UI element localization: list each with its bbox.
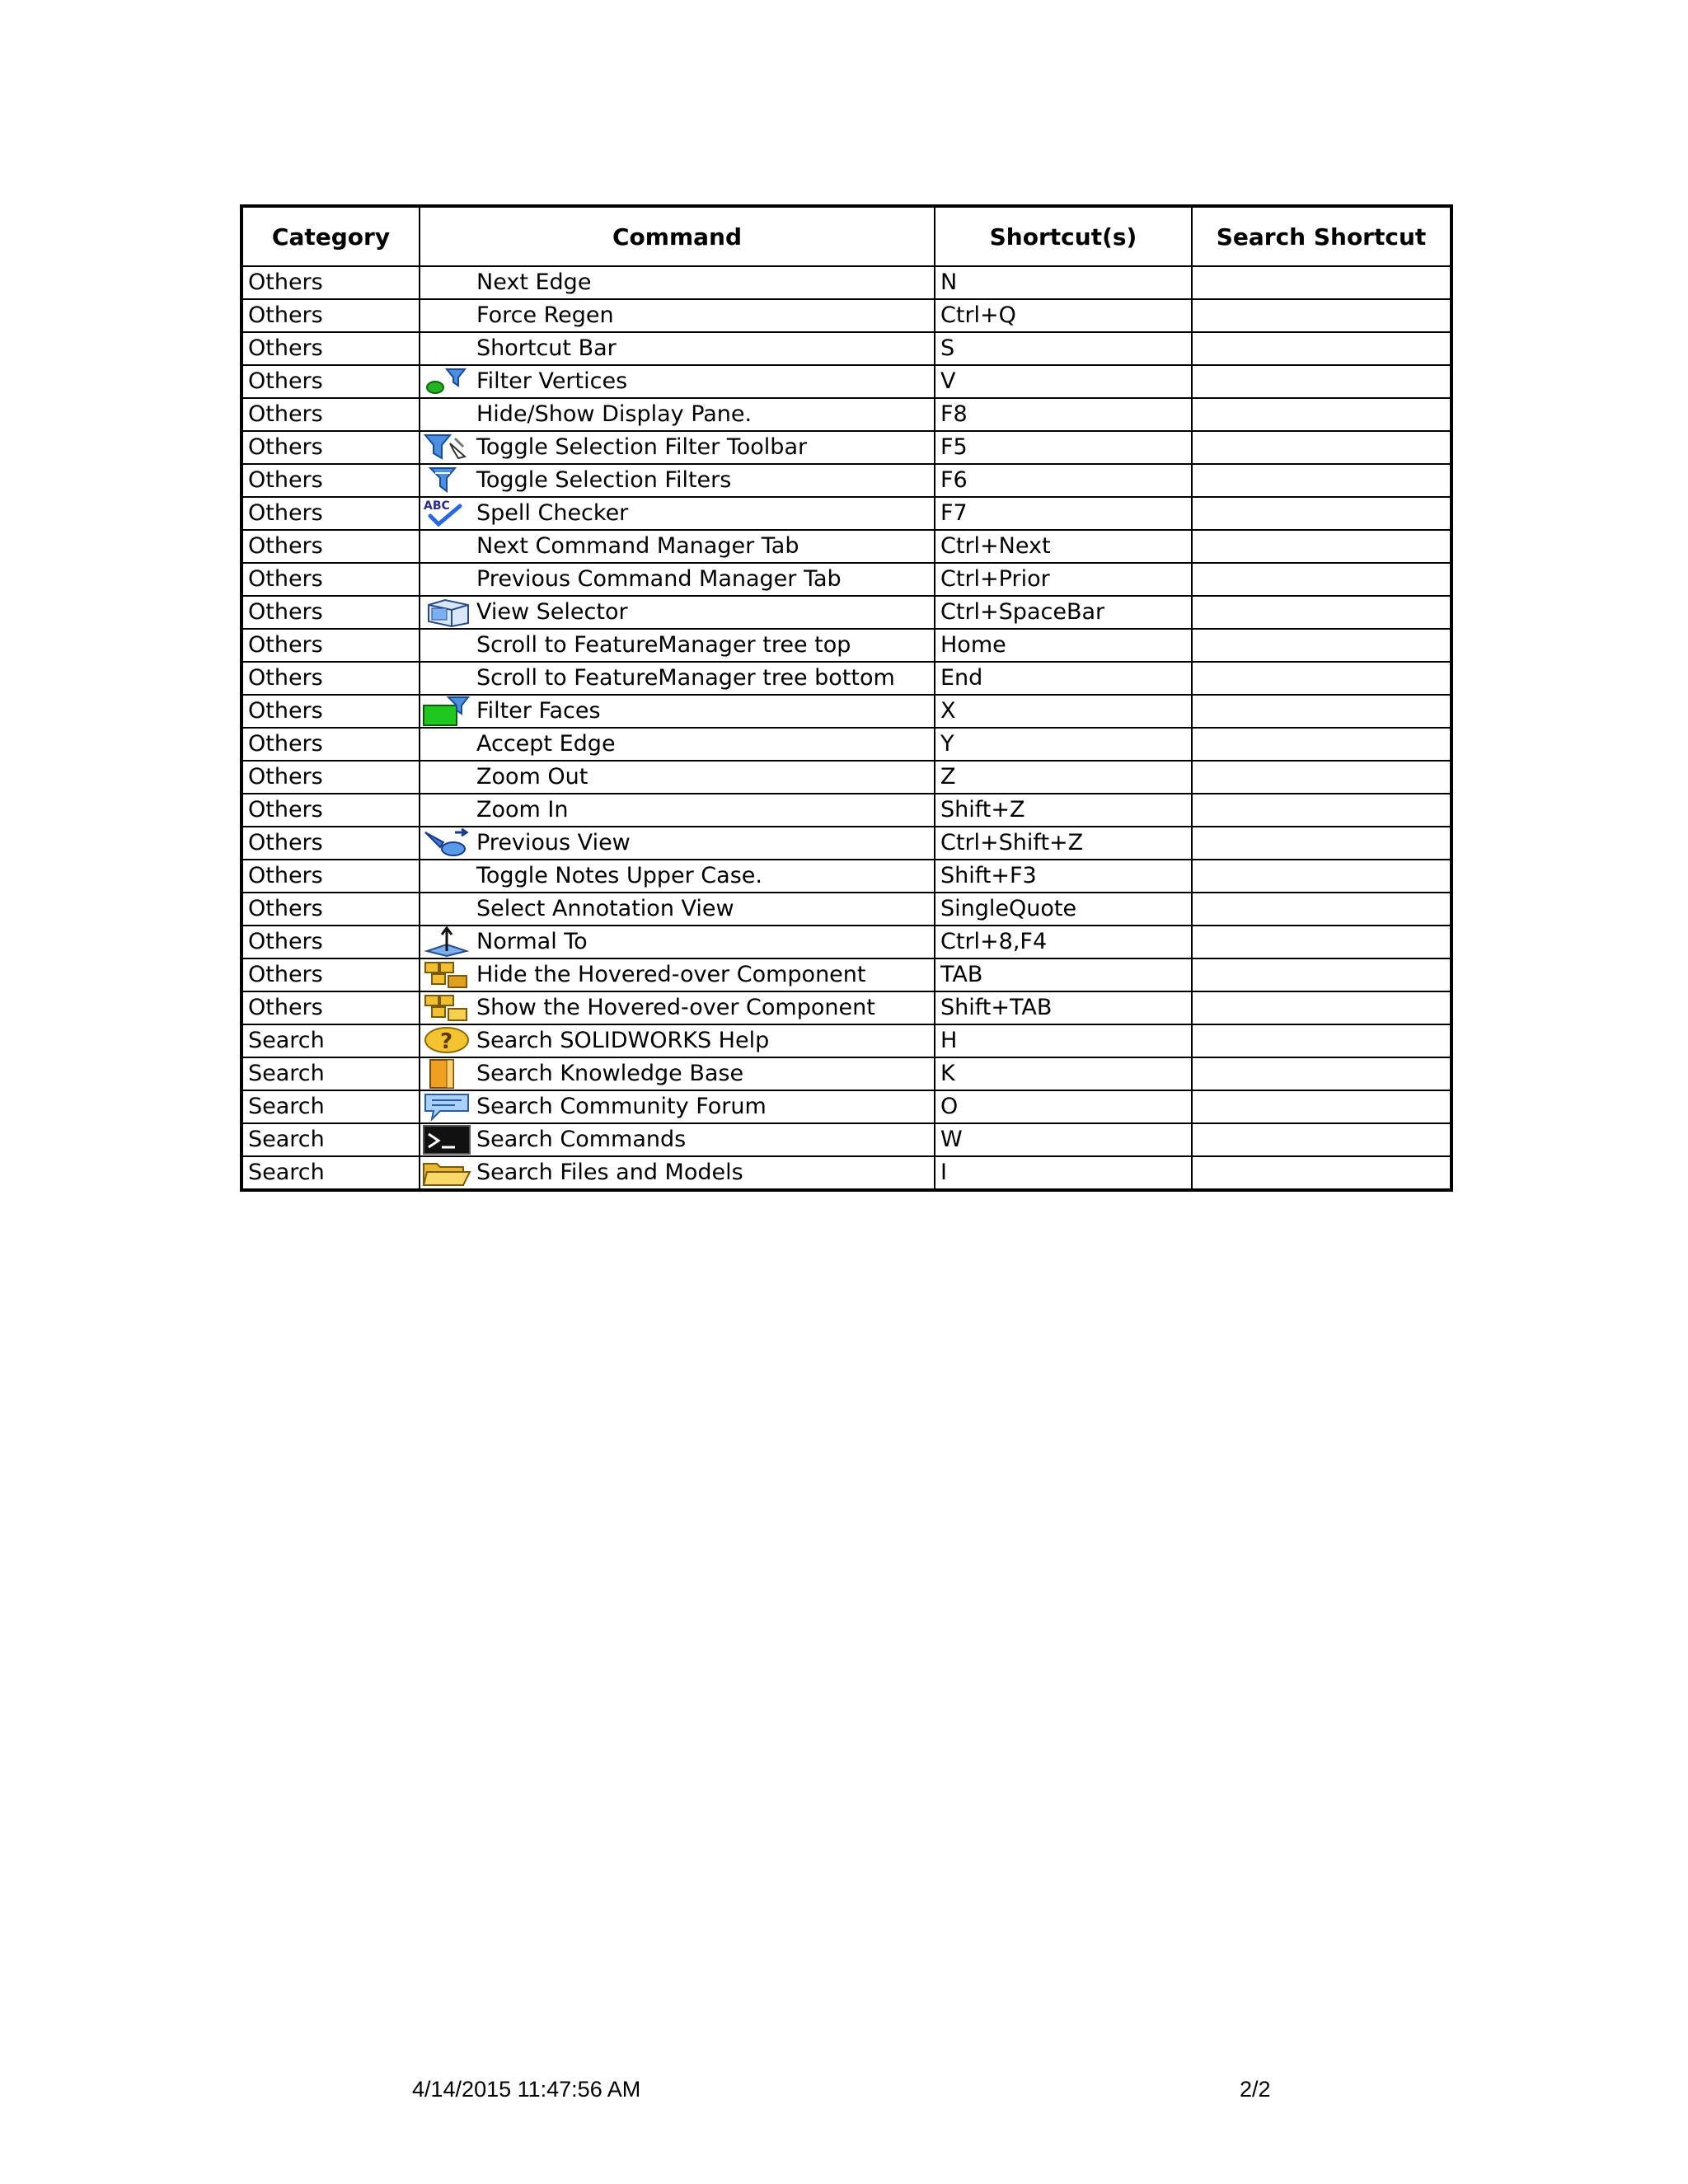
- table-body: [241, 266, 1451, 1190]
- cell-search-shortcut: [1192, 332, 1451, 365]
- cell-category: Others: [241, 266, 420, 299]
- command-label: Hide the Hovered-over Component: [476, 962, 866, 987]
- cell-search-shortcut: [1192, 761, 1451, 794]
- cell-category: Others: [241, 728, 420, 761]
- selection-filter-toolbar-icon: [420, 432, 475, 463]
- cell-category: Others: [241, 530, 420, 563]
- cell-shortcut: Ctrl+Next: [935, 530, 1192, 563]
- cell-search-shortcut: [1192, 266, 1451, 299]
- command-label: Zoom In: [476, 797, 569, 823]
- folder-icon: [420, 1157, 475, 1188]
- table-header-row: [241, 206, 1451, 266]
- icon-spacer: [420, 663, 475, 694]
- cell-shortcut: Ctrl+SpaceBar: [935, 596, 1192, 629]
- cell-shortcut: Shift+TAB: [935, 991, 1192, 1024]
- table-row: [241, 530, 1451, 563]
- filter-vertices-icon: [420, 366, 475, 397]
- table-row: [241, 1090, 1451, 1123]
- cell-search-shortcut: [1192, 926, 1451, 958]
- table-row: [241, 893, 1451, 926]
- cell-command: [420, 596, 935, 629]
- table-row: [241, 332, 1451, 365]
- command-label: Next Edge: [476, 269, 592, 295]
- cell-search-shortcut: [1192, 695, 1451, 728]
- command-label: Filter Faces: [476, 698, 601, 724]
- cell-search-shortcut: [1192, 794, 1451, 827]
- cell-category: Others: [241, 596, 420, 629]
- cell-category: Others: [241, 332, 420, 365]
- cell-search-shortcut: [1192, 662, 1451, 695]
- command-label: Search SOLIDWORKS Help: [476, 1028, 770, 1053]
- cell-search-shortcut: [1192, 728, 1451, 761]
- cell-search-shortcut: [1192, 1123, 1451, 1156]
- cell-category: Others: [241, 860, 420, 893]
- help-icon: [420, 1025, 475, 1057]
- cell-category: Others: [241, 431, 420, 464]
- table-row: [241, 398, 1451, 431]
- cell-command: [420, 991, 935, 1024]
- cell-command: [420, 398, 935, 431]
- cell-shortcut: Ctrl+Q: [935, 299, 1192, 332]
- icon-spacer: [420, 729, 475, 760]
- table-row: [241, 695, 1451, 728]
- icon-spacer: [420, 762, 475, 793]
- cell-search-shortcut: [1192, 497, 1451, 530]
- cell-search-shortcut: [1192, 431, 1451, 464]
- cell-command: [420, 464, 935, 497]
- table-row: [241, 464, 1451, 497]
- cell-command: [420, 860, 935, 893]
- cell-command: [420, 794, 935, 827]
- command-label: Search Community Forum: [476, 1094, 767, 1119]
- cell-shortcut: Y: [935, 728, 1192, 761]
- cell-category: Others: [241, 662, 420, 695]
- icon-spacer: [420, 794, 475, 826]
- cell-command: [420, 1024, 935, 1057]
- cell-command: [420, 662, 935, 695]
- cell-category: Others: [241, 398, 420, 431]
- cell-command: [420, 629, 935, 662]
- cell-search-shortcut: [1192, 991, 1451, 1024]
- table-row: [241, 991, 1451, 1024]
- header-search-shortcut: Search Shortcut: [1192, 206, 1451, 266]
- view-selector-icon: [420, 597, 475, 628]
- cell-command: [420, 1057, 935, 1090]
- icon-spacer: [420, 300, 475, 331]
- table-row: [241, 1156, 1451, 1190]
- cell-shortcut: F7: [935, 497, 1192, 530]
- cell-command: [420, 1090, 935, 1123]
- cell-category: Others: [241, 991, 420, 1024]
- cell-shortcut: X: [935, 695, 1192, 728]
- svg-text:?: ?: [440, 1029, 453, 1054]
- filter-faces-icon: [420, 696, 475, 727]
- cell-command: [420, 266, 935, 299]
- cell-category: Search: [241, 1090, 420, 1123]
- cell-command: [420, 563, 935, 596]
- command-label: View Selector: [476, 599, 628, 625]
- cell-search-shortcut: [1192, 530, 1451, 563]
- table-row: [241, 958, 1451, 991]
- cell-command: [420, 926, 935, 958]
- cell-category: Search: [241, 1123, 420, 1156]
- cell-command: [420, 431, 935, 464]
- command-label: Force Regen: [476, 302, 614, 328]
- table-row: [241, 1123, 1451, 1156]
- cell-command: [420, 695, 935, 728]
- command-label: Spell Checker: [476, 500, 629, 526]
- cell-category: Others: [241, 827, 420, 860]
- icon-spacer: [420, 399, 475, 430]
- cell-shortcut: I: [935, 1156, 1192, 1190]
- shortcut-table: [240, 204, 1453, 1192]
- cell-shortcut: Ctrl+8,F4: [935, 926, 1192, 958]
- command-prompt-icon: [420, 1124, 475, 1155]
- cell-shortcut: Shift+Z: [935, 794, 1192, 827]
- command-label: Shortcut Bar: [476, 335, 617, 361]
- icon-spacer: [420, 531, 475, 562]
- cell-shortcut: N: [935, 266, 1192, 299]
- command-label: Previous Command Manager Tab: [476, 566, 842, 592]
- command-label: Filter Vertices: [476, 368, 628, 394]
- page-number: 2/2: [1240, 2077, 1271, 2102]
- show-component-icon: [420, 992, 475, 1024]
- table-row: [241, 431, 1451, 464]
- table-row: [241, 728, 1451, 761]
- command-label: Scroll to FeatureManager tree bottom: [476, 665, 895, 691]
- cell-category: Search: [241, 1156, 420, 1190]
- cell-category: Others: [241, 464, 420, 497]
- table-row: [241, 1057, 1451, 1090]
- cell-shortcut: O: [935, 1090, 1192, 1123]
- table-row: [241, 926, 1451, 958]
- cell-shortcut: H: [935, 1024, 1192, 1057]
- cell-search-shortcut: [1192, 464, 1451, 497]
- cell-search-shortcut: [1192, 563, 1451, 596]
- cell-shortcut: End: [935, 662, 1192, 695]
- header-command: Command: [420, 206, 935, 266]
- cell-shortcut: S: [935, 332, 1192, 365]
- header-category: Category: [241, 206, 420, 266]
- cell-category: Others: [241, 695, 420, 728]
- cell-command: [420, 827, 935, 860]
- cell-search-shortcut: [1192, 1156, 1451, 1190]
- svg-text:ABC: ABC: [424, 499, 450, 513]
- cell-search-shortcut: [1192, 398, 1451, 431]
- cell-category: Others: [241, 926, 420, 958]
- command-label: Accept Edge: [476, 731, 616, 757]
- cell-command: [420, 365, 935, 398]
- table-row: [241, 662, 1451, 695]
- cell-search-shortcut: [1192, 299, 1451, 332]
- cell-shortcut: W: [935, 1123, 1192, 1156]
- cell-category: Others: [241, 365, 420, 398]
- cell-command: [420, 728, 935, 761]
- print-timestamp: 4/14/2015 11:47:56 AM: [412, 2077, 641, 2102]
- cell-command: [420, 893, 935, 926]
- table-row: [241, 497, 1451, 530]
- cell-category: Search: [241, 1024, 420, 1057]
- cell-search-shortcut: [1192, 1024, 1451, 1057]
- cell-shortcut: Ctrl+Shift+Z: [935, 827, 1192, 860]
- command-label: Next Command Manager Tab: [476, 533, 799, 559]
- cell-category: Others: [241, 629, 420, 662]
- cell-command: [420, 497, 935, 530]
- cell-search-shortcut: [1192, 1057, 1451, 1090]
- command-label: Zoom Out: [476, 764, 588, 790]
- table-row: [241, 1024, 1451, 1057]
- cell-category: Others: [241, 794, 420, 827]
- icon-spacer: [420, 267, 475, 298]
- cell-shortcut: F8: [935, 398, 1192, 431]
- cell-category: Others: [241, 497, 420, 530]
- previous-view-icon: [420, 827, 475, 859]
- command-label: Search Files and Models: [476, 1160, 743, 1185]
- cell-command: [420, 530, 935, 563]
- cell-shortcut: F6: [935, 464, 1192, 497]
- cell-search-shortcut: [1192, 827, 1451, 860]
- table-row: [241, 827, 1451, 860]
- command-label: Toggle Selection Filters: [476, 467, 732, 493]
- community-forum-icon: [420, 1091, 475, 1122]
- cell-shortcut: TAB: [935, 958, 1192, 991]
- cell-shortcut: SingleQuote: [935, 893, 1192, 926]
- cell-search-shortcut: [1192, 1090, 1451, 1123]
- cell-search-shortcut: [1192, 958, 1451, 991]
- icon-spacer: [420, 564, 475, 595]
- hide-component-icon: [420, 959, 475, 991]
- table-row: [241, 563, 1451, 596]
- cell-search-shortcut: [1192, 629, 1451, 662]
- cell-command: [420, 1156, 935, 1190]
- icon-spacer: [420, 893, 475, 925]
- cell-shortcut: V: [935, 365, 1192, 398]
- cell-category: Others: [241, 893, 420, 926]
- table-row: [241, 266, 1451, 299]
- cell-command: [420, 332, 935, 365]
- cell-shortcut: Home: [935, 629, 1192, 662]
- icon-spacer: [420, 630, 475, 661]
- cell-category: Others: [241, 299, 420, 332]
- table-row: [241, 299, 1451, 332]
- command-label: Select Annotation View: [476, 896, 734, 921]
- table-row: [241, 596, 1451, 629]
- cell-category: Others: [241, 958, 420, 991]
- table-row: [241, 860, 1451, 893]
- cell-category: Others: [241, 761, 420, 794]
- command-label: Search Knowledge Base: [476, 1061, 744, 1086]
- cell-shortcut: K: [935, 1057, 1192, 1090]
- cell-search-shortcut: [1192, 596, 1451, 629]
- cell-command: [420, 1123, 935, 1156]
- table-row: [241, 794, 1451, 827]
- cell-command: [420, 299, 935, 332]
- cell-shortcut: Z: [935, 761, 1192, 794]
- cell-category: Others: [241, 563, 420, 596]
- command-label: Normal To: [476, 929, 588, 954]
- cell-command: [420, 958, 935, 991]
- cell-command: [420, 761, 935, 794]
- normal-to-icon: [420, 926, 475, 958]
- command-label: Search Commands: [476, 1127, 687, 1152]
- cell-shortcut: Ctrl+Prior: [935, 563, 1192, 596]
- cell-shortcut: Shift+F3: [935, 860, 1192, 893]
- table-row: [241, 629, 1451, 662]
- cell-search-shortcut: [1192, 860, 1451, 893]
- table-row: [241, 365, 1451, 398]
- command-label: Toggle Notes Upper Case.: [476, 863, 762, 888]
- icon-spacer: [420, 860, 475, 892]
- cell-search-shortcut: [1192, 893, 1451, 926]
- selection-filter-icon: [420, 465, 475, 496]
- header-shortcuts: Shortcut(s): [935, 206, 1192, 266]
- cell-category: Search: [241, 1057, 420, 1090]
- command-label: Show the Hovered-over Component: [476, 995, 875, 1020]
- knowledge-base-icon: [420, 1058, 475, 1090]
- cell-search-shortcut: [1192, 365, 1451, 398]
- cell-shortcut: F5: [935, 431, 1192, 464]
- command-label: Hide/Show Display Pane.: [476, 401, 753, 427]
- command-label: Scroll to FeatureManager tree top: [476, 632, 851, 658]
- command-label: Toggle Selection Filter Toolbar: [476, 434, 808, 460]
- table-row: [241, 761, 1451, 794]
- icon-spacer: [420, 333, 475, 364]
- spell-checker-icon: [420, 498, 475, 529]
- command-label: Previous View: [476, 830, 631, 855]
